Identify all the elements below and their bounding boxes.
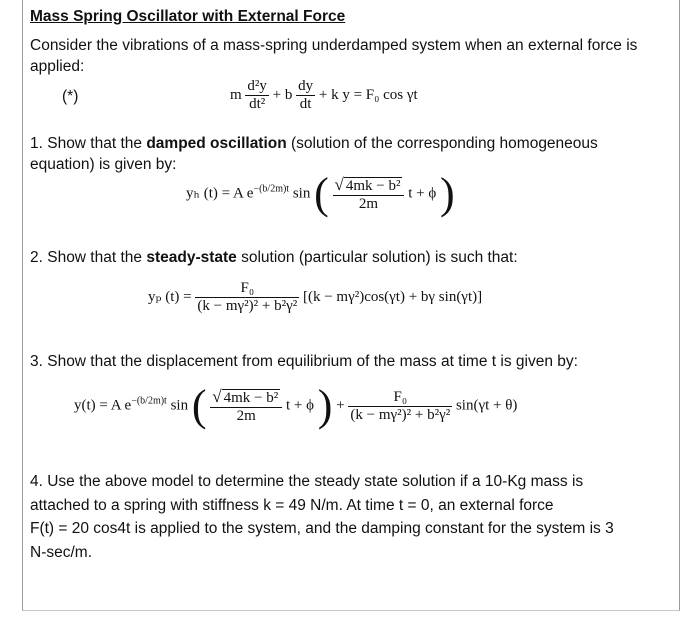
homogeneous-solution: yₕ (t) = A $e^{-(b/2m)t}$ sin ( $\frac{\text{√ 4mk − b²}}{2m}$ t + ϕ ) <box>186 169 455 218</box>
general-solution: y(t) = A $e^{-(b/2m)t}$ sin ( $\frac{\text{√ 4mk − b²}}{2m}$ t + ϕ ) + $\frac{\text{F₀}}{\text{(k − mγ²)² + b²γ²}}$ sin(γt + θ) <box>74 381 518 430</box>
page-title: Mass Spring Oscillator with External Force <box>30 8 346 25</box>
main-equation: m $\frac{\text{d²y}}{\text{dt²}}$ + b $\frac{dy}{dt}$ + k y = F₀ cos γt <box>230 78 418 112</box>
steady-state-solution: yₚ (t) = $\frac{\text{F₀}}{\text{(k − mγ²)² + b²γ²}}$ [(k − mγ²)cos(γt) + bγ sin(γt)] <box>148 280 483 314</box>
intro-text: Consider the vibrations of a mass-spring underdamped system when an external force is applied: <box>30 37 638 75</box>
question-4-text: 4. Use the above model to determine the steady state solution if a 10-Kg mass is attached to a spring with stiffness k = 49 N/m. At time t = 0, an external force F(t) = 20 cos4t is applied to the system, and the damping constant for the system is 3 N-sec/m. <box>30 473 614 561</box>
question-1-text: 1. Show that the damped oscillation (solution of the corresponding homogeneous equation) is given by: <box>30 135 598 173</box>
question-3-text: 3. Show that the displacement from equilibrium of the mass at time t is given by: <box>30 353 578 370</box>
question-2-text: 2. Show that the steady-state solution (particular solution) is such that: <box>30 249 518 266</box>
equation-label: (*) <box>62 88 79 105</box>
